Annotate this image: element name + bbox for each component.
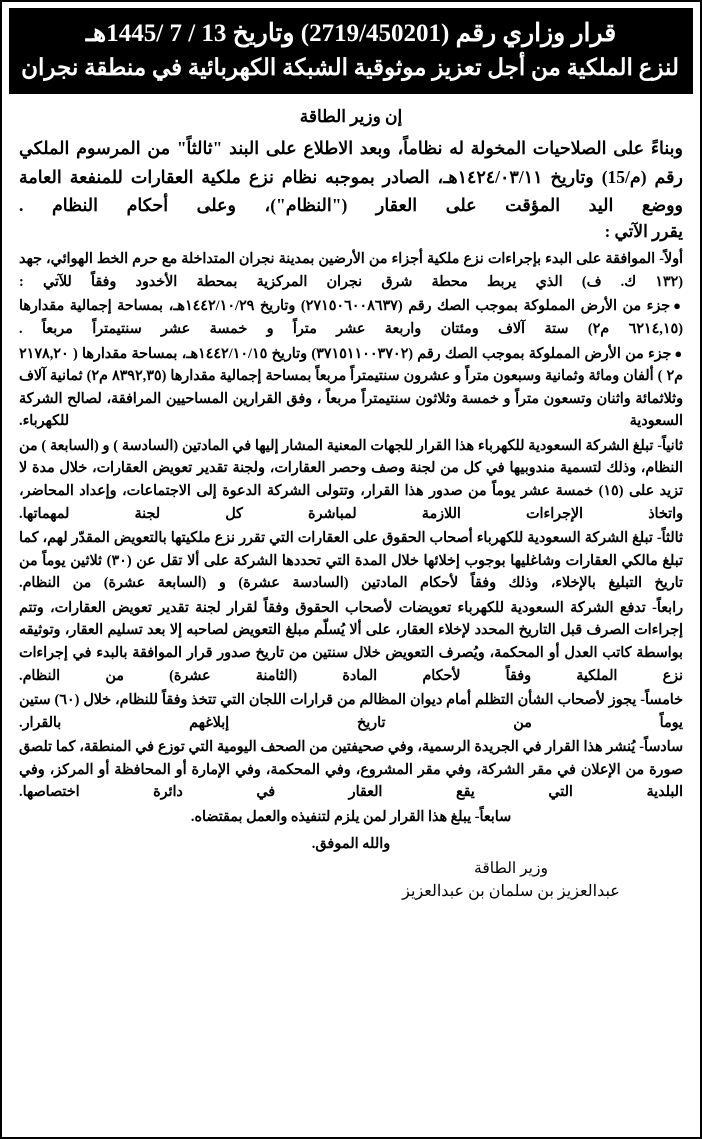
decree-subject-line: لنزع الملكية من أجل تعزيز موثوقية الشبكة الكهربائية في منطقة نجران xyxy=(21,54,679,80)
clause-seventh: سابعاً- يبلغ هذا القرار لمن يلزم لتنفيذه والعمل بمقتضاه. xyxy=(190,809,512,826)
clause-first: أولاً- الموافقة على البدء بإجراءات نزع ملكية أجزاء من الأرضين بمدينة نجران المتداخلة مع حرم الخط الهوائي، جهد (١٣٢ ك. ف) الذي يربط محطة شرق نجران المركزية بمحطة الأخدود وفقاً للآتي : xyxy=(19,251,683,290)
clause-fifth: خامساً- يجوز لأصحاب الشأن التظلم أمام ديوان المظالم من قرارات اللجان التي تتخذ وفقاً للنظام، خلال (٦٠) ستين يوماً من تاريخ إبلاغهم بالقرار. xyxy=(19,692,683,731)
bullet-dot-icon: ● xyxy=(674,345,683,361)
signatory-title: وزير الطاقة xyxy=(474,859,548,877)
clause-first-bullet-2 xyxy=(19,343,683,433)
signature-block xyxy=(381,859,683,901)
closing-phrase: والله الموفق. xyxy=(311,835,391,852)
signatory-name: عبدالعزيز بن سلمان بن عبدالعزيز xyxy=(402,882,620,900)
decree-body xyxy=(9,94,693,1133)
clause-first-bullet-1 xyxy=(19,295,683,340)
clause-third: ثالثاً- تبلغ الشركة السعودية للكهرباء أصحاب الحقوق على العقارات التي تقرر نزع ملكيتها بالتعويض المقدّر لهم، كما تبلغ مالكي العقارات وشاغليها بوجوب إخلائها خلال المدة التي تحددها الشركة على ألا تقل عن (٣٠) ثلاثين يوماً من تاريخ التبليغ بالإخلاء، وذلك وفقاً لأحكام المادتين (السادسة عشرة) و (السابعة عشرة) من النظام. xyxy=(19,530,683,592)
decree-header-banner xyxy=(9,8,693,94)
decree-number-and-date-line: قرار وزاري رقم (2719/450201) وتاريخ 13 / 7 /1445هـ xyxy=(85,20,617,47)
clause-second: ثانياً- تبلغ الشركة السعودية للكهرباء هذا القرار للجهات المعنية المشار إليها في المادتين (السادسة ) و (السابعة ) من النظام، وذلك لتسمية مندوبيها في كل من لجنة وصف وحصر العقارات، ولجنة تقدير تعويض العقارات، خلال مدة لا تزيد على (١٥) خمسة عشر يوماً من صدور هذا القرار، وتتولى الشركة الدعوة إلى الاجتماعات، وإعداد المحاضر، واتخاذ الإجراءات اللازمة لمباشرة كل لجنة لمهماتها. xyxy=(19,437,683,522)
clause-fourth: رابعاً- تدفع الشركة السعودية للكهرباء تعويضات لأصحاب الحقوق وفقاً لقرار لجنة تقدير تعويض العقارات، وتتم إجراءات الصرف قبل التاريخ المحدد لإخلاء العقار، على ألا يُسلّم مبلغ التعويض لصاحبه إلا بعد تسليم العقار، وتوثيقه بواسطة كاتب العدل أو المحكمة، ويُصرف التعويض خلال سنتين من تاريخ صدور قرار الموافقة بالبدء في إجراءات نزع الملكية وفقاً لأحكام المادة (الثامنة عشرة) من النظام. xyxy=(19,599,683,684)
bullet-dot-icon: ● xyxy=(673,298,683,314)
clause-first-bullet-1-text: جزء من الأرض المملوكة بموجب الصك رقم (٢٧١٥٠٦٠٠٨٦٣٧) وتاريخ ١٤٤٢/١٠/٢٩هـ، بمساحة إجمالية مقدارها (٦٢١٤,١٥ م٢) ستة آلاف ومئتان واربعة عشر متراً و خمسة عشر سنتيمتراً مربعاً . xyxy=(19,298,683,337)
issuer-title: إن وزير الطاقة xyxy=(299,107,403,127)
clause-sixth: سادساً- يُنشر هذا القرار في الجريدة الرسمية، وفي صحيفتين من الصحف اليومية التي توزع في المنطقة، كما تلصق صورة من الإعلان في مقر الشركة، وفي مقر المشروع، وفي المحكمة، وفي الإمارة أو المحافظة أو المركز، وفي البلدية التي يقع العقار في دائرة اختصاصها. xyxy=(19,739,683,801)
preamble-paragraph: وبناءً على الصلاحيات المخولة له نظاماً، وبعد الاطلاع على البند "ثالثاً" من المرسوم الملكي رقم (م/15) وتاريخ ١٤٢٤/٠٣/١١هـ، الصادر بموجبه نظام نزع ملكية العقارات للمنفعة العامة ووضع اليد المؤقت على العقار ("النظام")، وعلى أحكام النظام . xyxy=(19,138,683,215)
decides-label: يقرر الآتي : xyxy=(604,222,683,242)
clause-first-bullet-2-text: جزء من الأرض المملوكة بموجب الصك رقم (٣٧١٥١١٠٠٣٧٠٢) وتاريخ ١٤٤٢/١٠/١٥هـ، بمساحة مقدارها ( ٢١٧٨,٢٠ م٢ ) ألفان ومائة وثمانية وسبعون متراً و عشرون سنتيمتراً مربعاً بمساحة إجمالية مقدارها (٨٣٩٢,٣٥ م٢) ثمانية آلاف وثلاثمائة واثنان وتسعون متراً و خمسة وثلاثون سنتيمتراً مربعاً ، وفق القرارين المساحيين المرافقة، لصالح الشركة السعودية للكهرباء. xyxy=(19,345,683,430)
